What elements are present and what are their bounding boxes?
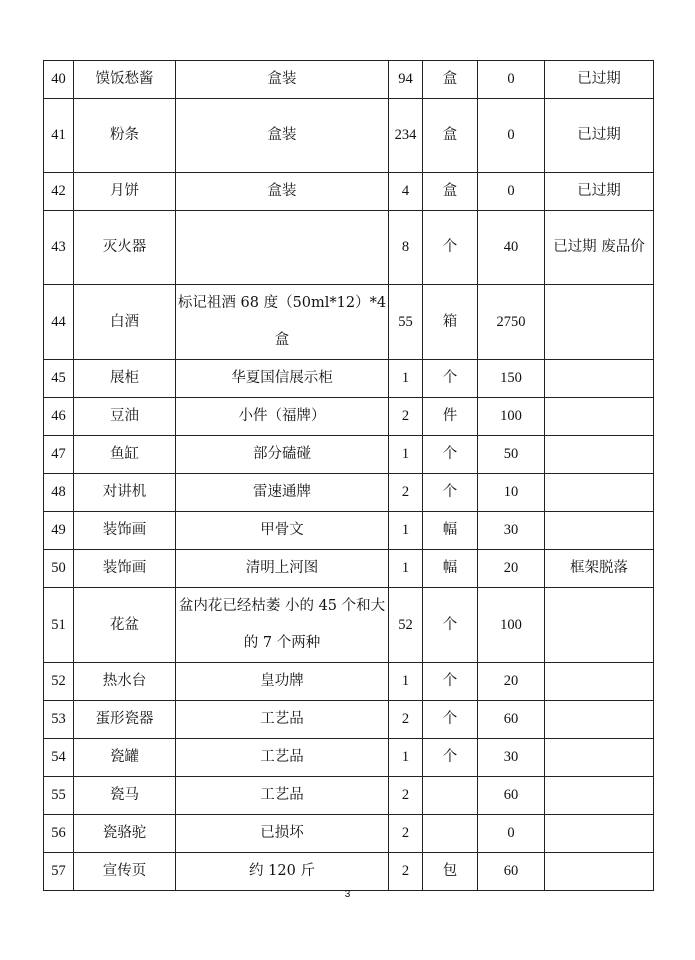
item-unit: 个 bbox=[423, 474, 478, 512]
item-spec: 工艺品 bbox=[176, 739, 389, 777]
item-value: 0 bbox=[478, 173, 545, 211]
item-note bbox=[545, 588, 654, 663]
row-number: 52 bbox=[44, 663, 74, 701]
item-name: 瓷骆驼 bbox=[74, 815, 176, 853]
item-spec: 盒装 bbox=[176, 99, 389, 173]
item-name: 月饼 bbox=[74, 173, 176, 211]
item-note: 框架脱落 bbox=[545, 550, 654, 588]
inventory-table bbox=[43, 60, 654, 891]
item-quantity: 52 bbox=[389, 588, 423, 663]
item-quantity: 234 bbox=[389, 99, 423, 173]
item-note: 已过期 bbox=[545, 173, 654, 211]
item-spec: 小件（福牌） bbox=[176, 398, 389, 436]
item-note: 已过期 bbox=[545, 99, 654, 173]
item-name: 装饰画 bbox=[74, 512, 176, 550]
item-note bbox=[545, 701, 654, 739]
row-number: 51 bbox=[44, 588, 74, 663]
item-value: 100 bbox=[478, 588, 545, 663]
row-number: 53 bbox=[44, 701, 74, 739]
item-quantity: 1 bbox=[389, 436, 423, 474]
item-note: 已过期 bbox=[545, 61, 654, 99]
item-quantity: 2 bbox=[389, 474, 423, 512]
item-name: 热水台 bbox=[74, 663, 176, 701]
item-unit: 箱 bbox=[423, 285, 478, 360]
item-unit bbox=[423, 815, 478, 853]
table-row bbox=[44, 701, 654, 739]
item-value: 2750 bbox=[478, 285, 545, 360]
item-spec: 甲骨文 bbox=[176, 512, 389, 550]
item-name: 瓷罐 bbox=[74, 739, 176, 777]
row-number: 48 bbox=[44, 474, 74, 512]
table-row bbox=[44, 663, 654, 701]
item-unit: 盒 bbox=[423, 173, 478, 211]
item-value: 0 bbox=[478, 815, 545, 853]
item-spec: 盆内花已经枯萎 小的 45 个和大的 7 个两种 bbox=[176, 588, 389, 663]
item-name: 蛋形瓷器 bbox=[74, 701, 176, 739]
row-number: 50 bbox=[44, 550, 74, 588]
item-spec: 约 120 斤 bbox=[176, 853, 389, 891]
item-spec: 盒装 bbox=[176, 61, 389, 99]
item-name: 装饰画 bbox=[74, 550, 176, 588]
item-name: 瓷马 bbox=[74, 777, 176, 815]
item-unit bbox=[423, 777, 478, 815]
item-value: 30 bbox=[478, 512, 545, 550]
table-row bbox=[44, 285, 654, 360]
item-spec: 清明上河图 bbox=[176, 550, 389, 588]
table-row bbox=[44, 777, 654, 815]
table-row bbox=[44, 99, 654, 173]
item-spec: 标记祖酒 68 度（50ml*12）*4 盒 bbox=[176, 285, 389, 360]
item-value: 40 bbox=[478, 211, 545, 285]
item-quantity: 8 bbox=[389, 211, 423, 285]
item-value: 0 bbox=[478, 99, 545, 173]
item-quantity: 1 bbox=[389, 512, 423, 550]
item-note bbox=[545, 512, 654, 550]
item-quantity: 1 bbox=[389, 550, 423, 588]
item-name: 白酒 bbox=[74, 285, 176, 360]
row-number: 49 bbox=[44, 512, 74, 550]
item-spec: 工艺品 bbox=[176, 777, 389, 815]
item-unit: 盒 bbox=[423, 61, 478, 99]
item-name: 展柜 bbox=[74, 360, 176, 398]
row-number: 57 bbox=[44, 853, 74, 891]
table-row bbox=[44, 739, 654, 777]
item-quantity: 94 bbox=[389, 61, 423, 99]
item-note bbox=[545, 398, 654, 436]
item-spec: 部分磕碰 bbox=[176, 436, 389, 474]
item-name: 宣传页 bbox=[74, 853, 176, 891]
item-value: 50 bbox=[478, 436, 545, 474]
item-spec: 雷速通牌 bbox=[176, 474, 389, 512]
item-unit: 个 bbox=[423, 588, 478, 663]
table-row bbox=[44, 398, 654, 436]
item-quantity: 2 bbox=[389, 701, 423, 739]
item-name: 鱼缸 bbox=[74, 436, 176, 474]
table-row bbox=[44, 815, 654, 853]
item-value: 60 bbox=[478, 853, 545, 891]
item-quantity: 1 bbox=[389, 360, 423, 398]
item-spec: 华夏国信展示柜 bbox=[176, 360, 389, 398]
item-quantity: 2 bbox=[389, 777, 423, 815]
item-quantity: 1 bbox=[389, 739, 423, 777]
item-note bbox=[545, 815, 654, 853]
row-number: 46 bbox=[44, 398, 74, 436]
table-row bbox=[44, 360, 654, 398]
item-value: 60 bbox=[478, 777, 545, 815]
item-value: 10 bbox=[478, 474, 545, 512]
page-number: 3 bbox=[344, 889, 351, 900]
item-quantity: 4 bbox=[389, 173, 423, 211]
item-note bbox=[545, 739, 654, 777]
item-spec: 皇功牌 bbox=[176, 663, 389, 701]
item-quantity: 2 bbox=[389, 815, 423, 853]
row-number: 56 bbox=[44, 815, 74, 853]
item-unit: 个 bbox=[423, 360, 478, 398]
item-unit: 个 bbox=[423, 701, 478, 739]
item-note bbox=[545, 853, 654, 891]
row-number: 42 bbox=[44, 173, 74, 211]
item-unit: 个 bbox=[423, 436, 478, 474]
table-row bbox=[44, 853, 654, 891]
item-quantity: 2 bbox=[389, 853, 423, 891]
item-quantity: 2 bbox=[389, 398, 423, 436]
table-row bbox=[44, 61, 654, 99]
row-number: 47 bbox=[44, 436, 74, 474]
row-number: 41 bbox=[44, 99, 74, 173]
item-note bbox=[545, 436, 654, 474]
item-spec: 已损坏 bbox=[176, 815, 389, 853]
item-value: 60 bbox=[478, 701, 545, 739]
table-row bbox=[44, 550, 654, 588]
table-row bbox=[44, 474, 654, 512]
item-unit: 个 bbox=[423, 211, 478, 285]
row-number: 45 bbox=[44, 360, 74, 398]
item-spec: 工艺品 bbox=[176, 701, 389, 739]
row-number: 43 bbox=[44, 211, 74, 285]
item-value: 100 bbox=[478, 398, 545, 436]
row-number: 54 bbox=[44, 739, 74, 777]
item-value: 20 bbox=[478, 550, 545, 588]
row-number: 44 bbox=[44, 285, 74, 360]
item-value: 0 bbox=[478, 61, 545, 99]
item-unit: 包 bbox=[423, 853, 478, 891]
item-unit: 个 bbox=[423, 739, 478, 777]
item-name: 馍饭愁酱 bbox=[74, 61, 176, 99]
item-note bbox=[545, 360, 654, 398]
row-number: 40 bbox=[44, 61, 74, 99]
item-note bbox=[545, 777, 654, 815]
item-unit: 幅 bbox=[423, 550, 478, 588]
item-unit: 幅 bbox=[423, 512, 478, 550]
item-name: 豆油 bbox=[74, 398, 176, 436]
table-row bbox=[44, 173, 654, 211]
item-note bbox=[545, 663, 654, 701]
item-quantity: 55 bbox=[389, 285, 423, 360]
item-spec bbox=[176, 211, 389, 285]
table-row bbox=[44, 588, 654, 663]
item-unit: 个 bbox=[423, 663, 478, 701]
item-value: 20 bbox=[478, 663, 545, 701]
item-note: 已过期 废品价 bbox=[545, 211, 654, 285]
item-unit: 盒 bbox=[423, 99, 478, 173]
table-row bbox=[44, 436, 654, 474]
item-value: 30 bbox=[478, 739, 545, 777]
item-note bbox=[545, 285, 654, 360]
item-name: 粉条 bbox=[74, 99, 176, 173]
item-unit: 件 bbox=[423, 398, 478, 436]
item-name: 花盆 bbox=[74, 588, 176, 663]
item-name: 对讲机 bbox=[74, 474, 176, 512]
item-note bbox=[545, 474, 654, 512]
item-value: 150 bbox=[478, 360, 545, 398]
item-spec: 盒装 bbox=[176, 173, 389, 211]
table-row bbox=[44, 512, 654, 550]
row-number: 55 bbox=[44, 777, 74, 815]
table-row bbox=[44, 211, 654, 285]
item-quantity: 1 bbox=[389, 663, 423, 701]
item-name: 灭火器 bbox=[74, 211, 176, 285]
inventory-table-body bbox=[44, 61, 654, 891]
